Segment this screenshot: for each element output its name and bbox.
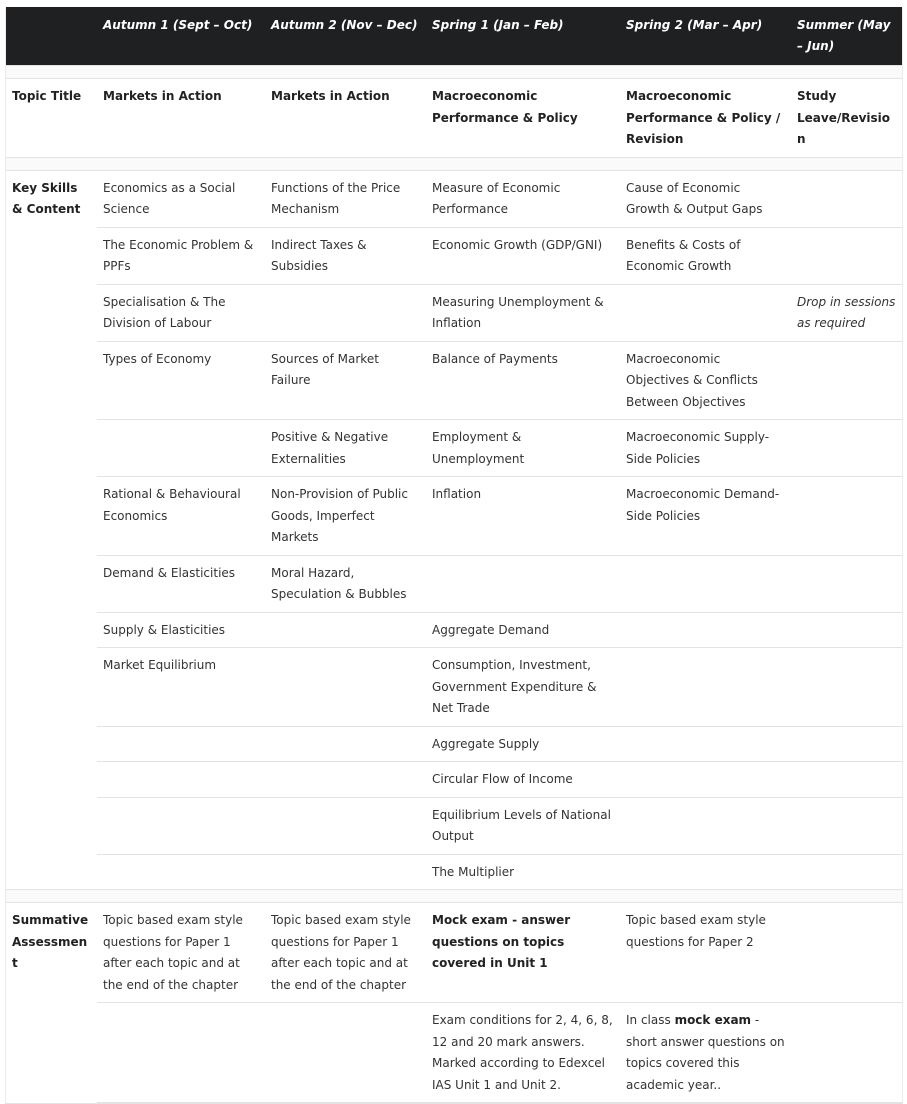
topic-row	[6, 79, 902, 158]
header-autumn-1: Autumn 1 (Sept – Oct)	[97, 7, 265, 66]
skills-cell	[791, 477, 902, 556]
skills-cell	[265, 762, 426, 798]
skills-cell	[265, 648, 426, 727]
skills-row	[6, 648, 902, 727]
skills-cell: Cause of Economic Growth & Output Gaps	[620, 170, 791, 227]
skills-cell	[265, 284, 426, 341]
skills-cell: Rational & Behavioural Economics	[97, 477, 265, 556]
skills-row	[6, 797, 902, 854]
skills-cell: Specialisation & The Division of Labour	[97, 284, 265, 341]
topic-cell: Markets in Action	[97, 79, 265, 158]
topic-cell: Markets in Action	[265, 79, 426, 158]
skills-cell	[791, 854, 902, 890]
section-separator	[6, 66, 902, 79]
skills-cell: Economic Growth (GDP/GNI)	[426, 227, 620, 284]
skills-cell	[620, 854, 791, 890]
skills-cell	[265, 854, 426, 890]
header-autumn-2: Autumn 2 (Nov – Dec)	[265, 7, 426, 66]
skills-cell	[791, 762, 902, 798]
skills-cell: The Multiplier	[426, 854, 620, 890]
summative-label: Summative Assessment	[12, 913, 89, 970]
skills-cell: Demand & Elasticities	[97, 555, 265, 612]
skills-cell: Balance of Payments	[426, 341, 620, 420]
summative-cell	[791, 1003, 902, 1103]
key-skills-label: Key Skills & Content	[12, 180, 81, 216]
skills-cell	[620, 726, 791, 762]
skills-cell	[97, 726, 265, 762]
key-skills-section	[6, 170, 902, 890]
skills-cell: Circular Flow of Income	[426, 762, 620, 798]
skills-cell: Benefits & Costs of Economic Growth	[620, 227, 791, 284]
summative-cell: Topic based exam style questions for Paper 1 after each topic and at the end of the chapter	[97, 903, 265, 1003]
skills-cell	[791, 170, 902, 227]
skills-cell: Measuring Unemployment & Inflation	[426, 284, 620, 341]
topic-label: Topic Title	[12, 89, 82, 103]
summative-cell: Topic based exam style questions for Paper 2	[620, 903, 791, 1003]
section-separator	[6, 157, 902, 170]
summative-cell: Exam conditions for 2, 4, 6, 8, 12 and 20 mark answers. Marked according to Edexcel IAS Unit 1 and Unit 2.	[426, 1003, 620, 1103]
header-blank	[6, 7, 97, 66]
topic-cell: Macroeconomic Performance & Policy / Revision	[620, 79, 791, 158]
skills-cell: Sources of Market Failure	[265, 341, 426, 420]
summative-text: In class	[626, 1013, 675, 1027]
skills-cell	[791, 726, 902, 762]
summative-cell	[791, 903, 902, 1003]
skills-cell	[265, 797, 426, 854]
mock-exam-emphasis: mock exam	[674, 1013, 752, 1027]
header-spring-2: Spring 2 (Mar – Apr)	[620, 7, 791, 66]
skills-cell	[97, 797, 265, 854]
skills-row	[6, 854, 902, 890]
skills-cell	[791, 420, 902, 477]
skills-cell: Aggregate Demand	[426, 612, 620, 648]
skills-cell: Functions of the Price Mechanism	[265, 170, 426, 227]
skills-row	[6, 762, 902, 798]
skills-cell: Non-Provision of Public Goods, Imperfect Markets	[265, 477, 426, 556]
skills-cell	[620, 762, 791, 798]
skills-cell: Equilibrium Levels of National Output	[426, 797, 620, 854]
skills-cell	[791, 341, 902, 420]
topic-cell: Macroeconomic Performance & Policy	[426, 79, 620, 158]
skills-cell	[791, 797, 902, 854]
skills-cell	[620, 284, 791, 341]
skills-cell: Positive & Negative Externalities	[265, 420, 426, 477]
skills-cell: Types of Economy	[97, 341, 265, 420]
skills-cell	[791, 227, 902, 284]
skills-cell	[97, 420, 265, 477]
curriculum-table	[6, 7, 902, 1103]
skills-cell: Drop in sessions as required	[791, 284, 902, 341]
skills-cell: Economics as a Social Science	[97, 170, 265, 227]
skills-cell	[265, 612, 426, 648]
topic-cell: Study Leave/Revision	[791, 79, 902, 158]
skills-row	[6, 420, 902, 477]
header-row	[6, 7, 902, 66]
curriculum-table-container	[5, 7, 903, 1104]
skills-cell	[426, 555, 620, 612]
header-spring-1: Spring 1 (Jan – Feb)	[426, 7, 620, 66]
skills-row	[6, 477, 902, 556]
skills-cell: Inflation	[426, 477, 620, 556]
skills-cell	[97, 762, 265, 798]
skills-row	[6, 227, 902, 284]
skills-cell: Macroeconomic Demand-Side Policies	[620, 477, 791, 556]
skills-cell: Consumption, Investment, Government Expenditure & Net Trade	[426, 648, 620, 727]
summative-cell	[265, 1003, 426, 1103]
skills-cell	[97, 854, 265, 890]
skills-cell	[791, 555, 902, 612]
summative-cell	[620, 1003, 791, 1103]
skills-cell	[620, 648, 791, 727]
skills-cell: Supply & Elasticities	[97, 612, 265, 648]
skills-cell	[620, 612, 791, 648]
summative-text: - short answer questions on topics covered this academic year..	[626, 1013, 785, 1092]
skills-cell: Macroeconomic Supply-Side Policies	[620, 420, 791, 477]
skills-cell: Employment & Unemployment	[426, 420, 620, 477]
skills-cell	[620, 555, 791, 612]
summative-cell: Topic based exam style questions for Paper 1 after each topic and at the end of the chapter	[265, 903, 426, 1003]
skills-cell	[265, 726, 426, 762]
skills-row	[6, 341, 902, 420]
skills-cell: Measure of Economic Performance	[426, 170, 620, 227]
skills-cell: The Economic Problem & PPFs	[97, 227, 265, 284]
section-separator	[6, 890, 902, 903]
skills-row	[6, 612, 902, 648]
skills-row	[6, 726, 902, 762]
skills-cell: Aggregate Supply	[426, 726, 620, 762]
summative-row	[6, 903, 902, 1003]
skills-cell	[620, 797, 791, 854]
header-summer: Summer (May – Jun)	[791, 7, 902, 66]
skills-cell: Macroeconomic Objectives & Conflicts Between Objectives	[620, 341, 791, 420]
skills-cell: Indirect Taxes & Subsidies	[265, 227, 426, 284]
skills-row	[6, 170, 902, 227]
skills-cell	[791, 648, 902, 727]
skills-cell: Market Equilibrium	[97, 648, 265, 727]
summative-row	[6, 1003, 902, 1103]
summative-cell	[97, 1003, 265, 1103]
skills-row	[6, 284, 902, 341]
skills-cell: Moral Hazard, Speculation & Bubbles	[265, 555, 426, 612]
skills-cell	[791, 612, 902, 648]
skills-row	[6, 555, 902, 612]
summative-cell: Mock exam - answer questions on topics covered in Unit 1	[426, 903, 620, 1003]
